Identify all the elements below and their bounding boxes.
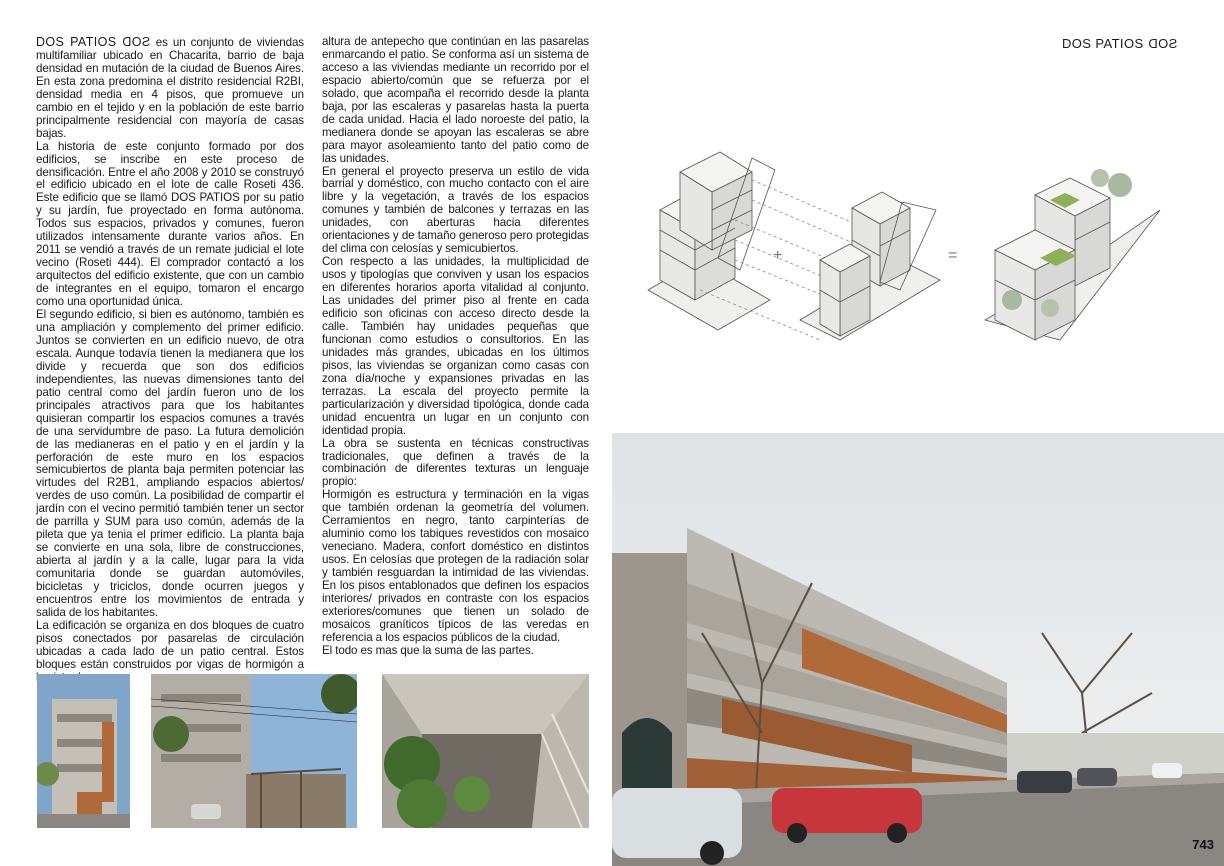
paragraph: El segundo edificio, si bien es autónomo, también es una ampliación y complemento del primer edificio. Juntos se convierten en un edificio nuevo, de otra escala. Aunque todavía tienen la medianera que los divide y recuerda que son dos edificios independientes, las nuevas dimensiones tanto del patio central como del jardín fueron uno de los principales atractivos para que los habitantes quisieran compartir los espacios comunes a través de una servidumbre de paso. La futura demolición de las medianeras en el patio y en el jardín y la perforación de este muro en los espacios semicubiertos de planta baja permiten potenciar las virtudes del R2B1, ampliando espacios abiertos/ verdes de uso común. La posibilidad de compartir el jardín con el vecino permitió también tener un sector de parrilla y SUM para uso común, además de la pileta que ya tenia el primer edificio. La planta baja se convierte en una sola, libre de construcciones, abierta al jardín y a la calle, lugar para la vida comunitaria donde se guardan automóviles, bicicletas y triciclos, donde ocurren juegos y encuentros entre los movimientos de entrada y salida de los habitantes. — [36, 308, 304, 619]
paragraph: altura de antepecho que continúan en las pasarelas enmarcando el patio. Se conforma así un sistema de acceso a las viviendas mediante un recorrido por el espacio abierto/común que se refuerza por el solado, que acompaña el recorrido desde la planta baja, por las escaleras y pasarelas hasta la puerta de cada unidad. Hacia el lado noroeste del patio, la medianera donde se apoyan las escaleras se abre para mayor asoleamiento tanto del patio como de las unidades. — [322, 35, 589, 165]
intro-paragraph: DOS PATIOS SOD es un conjunto de viviendas multifamiliar ubicado en Chacarita, barrio de baja densidad en mutación de la ciudad de Buenos Aires. En esta zona predomina el distrito residencial R2BI, densidad media en 4 pisos, que promueve un cambio en el tejido y en la población de este barrio principalmente residencial con mayoría de casas bajas. — [36, 35, 304, 140]
paragraph: La obra se sustenta en técnicas constructivas tradicionales, que definen a través de la combinación de diferentes texturas un lenguaje propio: — [322, 436, 589, 489]
paragraph: Hormigón es estructura y terminación en la vigas que también ordenan la geometría del volumen. Cerramientos en negro, tanto carpinterías de aluminio como los tabiques revestidos con mosaico veneciano. Madera, confort doméstico en distintos usos. En celosías que protegen de la radiación solar y también resguardan la intimidad de las viviendas. En los pisos entablonados que definen los espacios interiores/ privados en contraste con los espacios exteriores/comunes que tienen un solado de mosaicos graníticos típicos de las veredas en referencia a los espacios públicos de la ciudad. — [322, 488, 589, 644]
brand-logo: DOS PATIOS SOD — [1062, 36, 1177, 51]
paragraph: El todo es mas que la suma de las partes. — [322, 643, 534, 657]
combined-block-axonometric — [985, 169, 1160, 340]
paragraph: La edificación se organiza en dos bloques de cuatro pisos conectados por pasarelas de circulación ubicadas a cada lado de un patio central. Estos bloques están construidos por vigas de hormigón a — [36, 618, 304, 671]
patio-photo — [382, 674, 589, 828]
right-block-axonometric — [800, 192, 940, 340]
text-column-2 — [322, 36, 589, 658]
plus-sign: + — [773, 247, 783, 264]
facade-thumbnail-photo — [37, 674, 130, 828]
left-block-axonometric — [648, 152, 775, 330]
paragraph: Con respecto a las unidades, la multiplicidad de usos y tipologías que conviven y usan los espacios en diferentes horarios aporta vitalidad al conjunto. Las unidades del primer piso al frente en cada edificio son oficinas con acceso directo desde la calle. También hay unidades pequeñas que funcionan como estudios o consultorios. En las unidades más grandes, ubicadas en los últimos pisos, las viviendas se organizan como casas con zona día/noche y expansiones privadas en las terrazas. La escala del proyecto permite la particularización y diversidad tipológica, donde cada unidad encuentra un lugar en un conjunto con identidad propia. — [322, 255, 589, 437]
brand-logo-inline: DOS PATIOS SOD — [36, 35, 151, 49]
page-number: 743 — [1192, 837, 1214, 852]
axonometric-diagram — [640, 150, 1180, 360]
construction-photo — [151, 674, 357, 828]
text-column-1 — [36, 36, 304, 685]
main-street-photo — [612, 433, 1224, 866]
equals-sign: = — [948, 247, 958, 264]
axonometric-svg — [640, 150, 1180, 360]
paragraph: La historia de este conjunto formado por dos edificios, se inscribe en este proceso de densificación. Entre el año 2008 y 2010 se construyó el edificio ubicado en el lote de calle Roseti 436. Este edificio que se llamó DOS PATIOS por su patio y su jardín, fue proyectado en forma autónoma. Todos sus espacios, privados y comunes, fueron utilizados intensamente durante varios años. En 2011 se vendió a través de un remate judicial el lote vecino (Roseti 444). El comprador contactó a los arquitectos del edificio existente, que con un cambio de integrantes en el equipo, tomaron el encargo como una oportunidad única. — [36, 139, 304, 309]
paragraph: En general el proyecto preserva un estilo de vida barrial y doméstico, con mucho contacto con el aire libre y la vegetación, a través de los espacios comunes y también de balcones y terrazas en las unidades, con aberturas hacia diferentes orientaciones y de tamaño generoso pero protegidas del clima con celosías y semicubiertos. — [322, 164, 589, 256]
